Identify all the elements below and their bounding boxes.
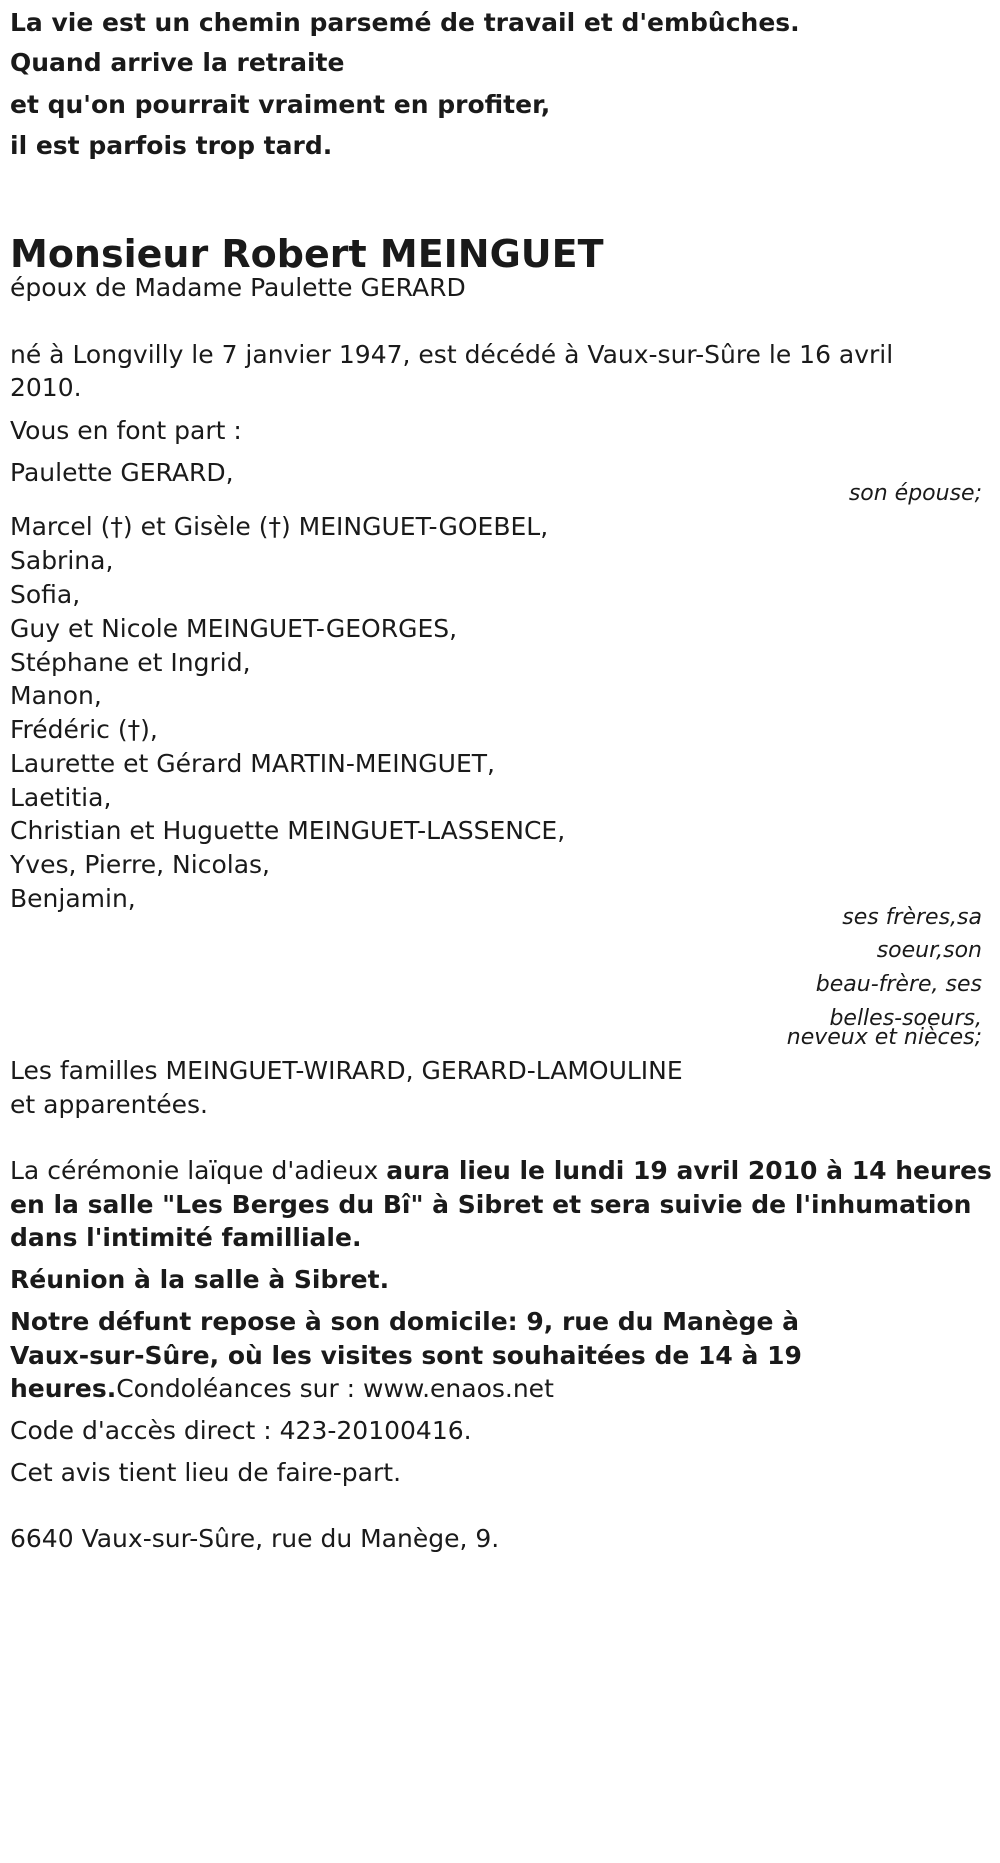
- deceased-name: Monsieur Robert MEINGUET: [10, 232, 604, 276]
- rest-line-1: Notre défunt repose à son domicile: 9, rue du Manège à: [10, 1307, 800, 1336]
- access-code: Code d'accès direct : 423-20100416.: [10, 1416, 472, 1445]
- family-line: Benjamin,: [10, 884, 136, 913]
- ceremony-intro: La cérémonie laïque d'adieux: [10, 1156, 387, 1185]
- family-line: Sofia,: [10, 580, 81, 609]
- spouse-role: son épouse;: [848, 481, 982, 506]
- address-line: 6640 Vaux-sur-Sûre, rue du Manège, 9.: [10, 1524, 500, 1553]
- birth-death-line-2: 2010.: [10, 373, 82, 402]
- family-line: Laetitia,: [10, 783, 112, 812]
- poem-line-4: il est parfois trop tard.: [10, 131, 333, 160]
- poem-line-2: Quand arrive la retraite: [10, 48, 345, 77]
- families-line-2: et apparentées.: [10, 1090, 208, 1119]
- announcement-intro: Vous en font part :: [10, 416, 242, 445]
- birth-death-line-1: né à Longvilly le 7 janvier 1947, est décédé à Vaux-sur-Sûre le 16 avril: [10, 340, 894, 369]
- ceremony-date: aura lieu le lundi 19 avril 2010 à 14 heures: [386, 1156, 992, 1185]
- spouse-name: Paulette GERARD,: [10, 458, 234, 487]
- rest-line-3: [10, 1374, 554, 1404]
- reunion-line: Réunion à la salle à Sibret.: [10, 1265, 390, 1294]
- family-line: Christian et Huguette MEINGUET-LASSENCE,: [10, 816, 566, 845]
- families-line-1: Les familles MEINGUET-WIRARD, GERARD-LAMOULINE: [10, 1056, 683, 1085]
- family-line: Marcel (†) et Gisèle (†) MEINGUET-GOEBEL,: [10, 512, 549, 541]
- rest-hours: heures.: [10, 1374, 117, 1403]
- ceremony-line-1: [10, 1156, 992, 1186]
- ceremony-line-2: en la salle "Les Berges du Bî" à Sibret et sera suivie de l'inhumation: [10, 1190, 972, 1219]
- family-role-line: soeur,son: [876, 938, 982, 963]
- family-line: Frédéric (†),: [10, 715, 158, 744]
- family-line: Manon,: [10, 681, 102, 710]
- condolences-text: Condoléances sur : www.enaos.net: [116, 1374, 554, 1403]
- family-role-line: neveux et nièces;: [786, 1025, 982, 1050]
- rest-line-2: Vaux-sur-Sûre, où les visites sont souhaitées de 14 à 19: [10, 1341, 802, 1370]
- spouse-line: époux de Madame Paulette GERARD: [10, 273, 466, 302]
- family-role-line: ses frères,sa: [842, 905, 982, 930]
- family-line: Guy et Nicole MEINGUET-GEORGES,: [10, 614, 458, 643]
- ceremony-line-3: dans l'intimité familliale.: [10, 1223, 362, 1252]
- poem-line-3: et qu'on pourrait vraiment en profiter,: [10, 90, 551, 119]
- family-role-line: belles-soeurs,: [829, 1006, 982, 1031]
- family-line: Yves, Pierre, Nicolas,: [10, 850, 270, 879]
- family-line: Laurette et Gérard MARTIN-MEINGUET,: [10, 749, 495, 778]
- poem-line-1: La vie est un chemin parsemé de travail et d'embûches.: [10, 8, 800, 37]
- family-line: Sabrina,: [10, 546, 114, 575]
- family-line: Stéphane et Ingrid,: [10, 648, 251, 677]
- family-role-line: beau-frère, ses: [815, 972, 982, 997]
- notice-line: Cet avis tient lieu de faire-part.: [10, 1458, 402, 1487]
